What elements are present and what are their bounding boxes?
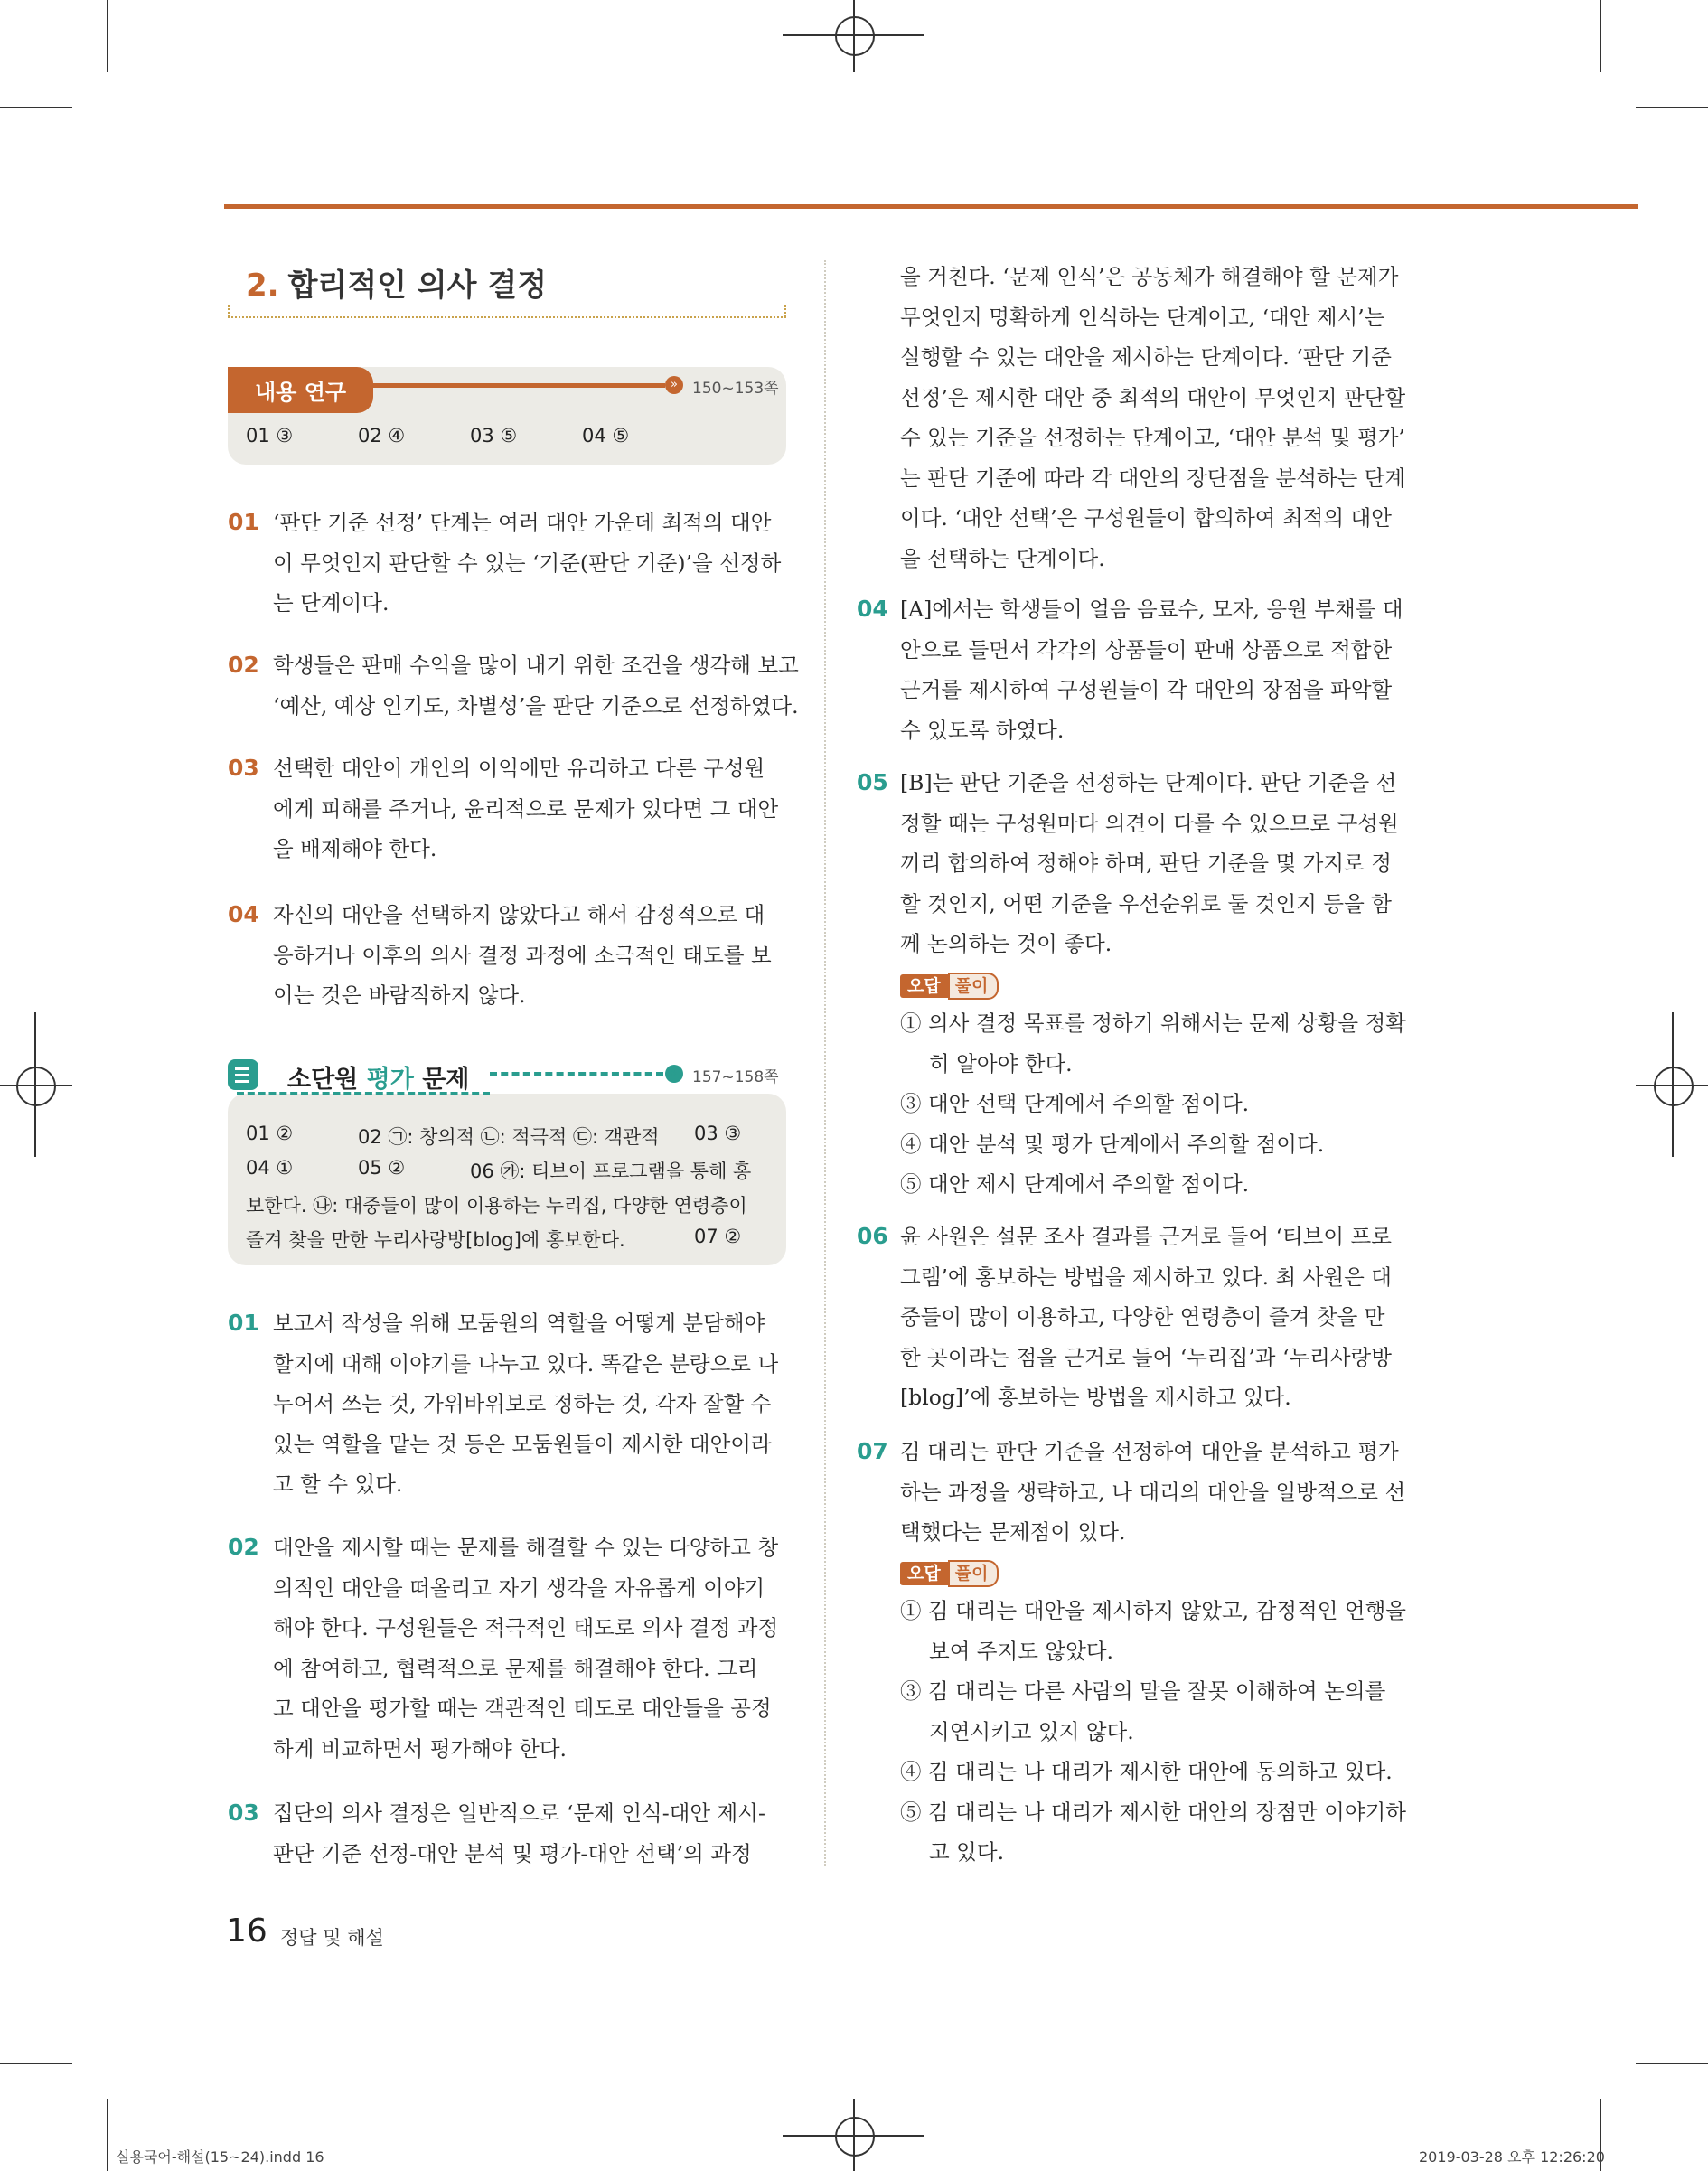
item-line: 하는 과정을 생략하고, 나 대리의 대안을 일방적으로 선 <box>900 1479 1406 1505</box>
unit-test-answer: 03 ③ <box>694 1123 742 1144</box>
unit-test-title <box>287 1059 469 1095</box>
item-line: 집단의 의사 결정은 일반적으로 ‘문제 인식-대안 제시- <box>273 1800 765 1826</box>
section-underline <box>228 305 230 316</box>
section-underline <box>784 305 786 316</box>
unit-test-answer: 07 ② <box>694 1226 742 1247</box>
crop-mark <box>1600 0 1601 72</box>
item-line: 중들이 많이 이용하고, 다양한 연령층이 즐겨 찾을 만 <box>900 1304 1385 1330</box>
item-line: ‘예산, 예상 인기도, 차별성’을 판단 기준으로 선정하였다. <box>273 692 799 719</box>
registration-mark <box>16 1067 56 1106</box>
item-line: 할지에 대해 이야기를 나누고 있다. 똑같은 분량으로 나 <box>273 1350 779 1377</box>
item-line: 할 것인지, 어떤 기준을 우선순위로 둘 것인지 등을 함 <box>900 890 1392 916</box>
note-line: ④ 김 대리는 나 대리가 제시한 대안에 동의하고 있다. <box>900 1759 1393 1784</box>
page-number: 16 <box>226 1913 267 1950</box>
note-line: ③ 대안 선택 단계에서 주의할 점이다. <box>900 1091 1250 1116</box>
item-line: 수 있는 기준을 선정하는 단계이고, ‘대안 분석 및 평가’ <box>900 425 1405 450</box>
footer-label: 정답 및 해설 <box>280 1927 384 1949</box>
item-line: 판단 기준 선정-대안 분석 및 평가-대안 선택’의 과정 <box>273 1840 752 1866</box>
unit-test-title-c: 문제 <box>413 1066 470 1094</box>
item-line: 하게 비교하면서 평가해야 한다. <box>273 1735 567 1762</box>
content-study-answer: 04 ⑤ <box>582 425 630 446</box>
item-number: 03 <box>228 755 259 781</box>
item-line: 윤 사원은 설문 조사 결과를 근거로 들어 ‘티브이 프로 <box>900 1224 1392 1249</box>
unit-test-title-b: 평가 <box>366 1066 414 1094</box>
item-line: ‘판단 기준 선정’ 단계는 여러 대안 가운데 최적의 대안 <box>273 510 772 535</box>
content-study-answer: 01 ③ <box>246 425 294 446</box>
unit-test-answer: 보한다. ㉯: 대중들이 많이 이용하는 누리집, 다양한 연령층이 <box>246 1195 747 1217</box>
item-line: 택했다는 문제점이 있다. <box>900 1519 1126 1545</box>
item-line: 끼리 합의하여 정해야 하며, 판단 기준을 몇 가지로 정 <box>900 851 1392 876</box>
top-rule <box>224 204 1638 209</box>
item-line: 을 배제해야 한다. <box>273 836 437 861</box>
content-study-label: 내용 연구 <box>228 367 373 413</box>
content-study-answer: 03 ⑤ <box>470 425 518 446</box>
slug-file: 실용국어-해설(15~24).indd 16 <box>116 2148 324 2166</box>
item-line: 을 거친다. ‘문제 인식’은 공동체가 해결해야 할 문제가 <box>900 264 1399 289</box>
registration-mark <box>853 2099 855 2171</box>
item-line: 수 있도록 하였다. <box>900 717 1065 743</box>
item-line: 자신의 대안을 선택하지 않았다고 해서 감정적으로 대 <box>273 902 765 927</box>
item-number: 06 <box>857 1223 888 1249</box>
item-line: 는 판단 기준에 따라 각 대안의 장단점을 분석하는 단계 <box>900 465 1406 491</box>
unit-test-answer: 01 ② <box>246 1123 294 1144</box>
note-line: ⑤ 김 대리는 나 대리가 제시한 대안의 장점만 이야기하 <box>900 1799 1406 1825</box>
registration-mark <box>835 16 875 56</box>
wrong-tag-a: 오답 <box>900 1562 948 1585</box>
item-line: 누어서 쓰는 것, 가위바위보로 정하는 것, 각자 잘할 수 <box>273 1391 772 1416</box>
registration-mark <box>1672 1012 1674 1157</box>
slug-date: 2019-03-28 오후 12:26:20 <box>1419 2148 1605 2166</box>
content-study-line <box>361 383 665 388</box>
note-line: ⑤ 대안 제시 단계에서 주의할 점이다. <box>900 1171 1250 1197</box>
item-line: 보고서 작성을 위해 모둠원의 역할을 어떻게 분담해야 <box>273 1311 765 1336</box>
item-line: [blog]’에 홍보하는 방법을 제시하고 있다. <box>900 1385 1291 1410</box>
item-number: 07 <box>857 1438 888 1464</box>
item-line: 을 선택하는 단계이다. <box>900 545 1105 571</box>
chevron-right-icon: » <box>665 1065 683 1083</box>
item-number: 04 <box>228 901 259 927</box>
crop-mark <box>1636 107 1708 108</box>
item-line: 학생들은 판매 수익을 많이 내기 위한 조건을 생각해 보고 <box>273 653 799 678</box>
registration-mark <box>853 0 855 72</box>
wrong-answer-tag <box>900 1560 999 1584</box>
crop-mark <box>107 0 108 72</box>
registration-mark <box>1654 1067 1694 1106</box>
item-line: 대안을 제시할 때는 문제를 해결할 수 있는 다양하고 창 <box>273 1535 779 1560</box>
item-line: 이는 것은 바람직하지 않다. <box>273 982 526 1008</box>
item-line: 이다. ‘대안 선택’은 구성원들이 합의하여 최적의 대안 <box>900 505 1392 531</box>
item-number: 01 <box>228 1310 259 1336</box>
wrong-tag-b: 풀이 <box>948 973 999 1000</box>
item-line: 선택한 대안이 개인의 이익에만 유리하고 다른 구성원 <box>273 756 765 781</box>
item-line: 이 무엇인지 판단할 수 있는 ‘기준(판단 기준)’을 선정하 <box>273 550 782 576</box>
content-study-answer: 02 ④ <box>358 425 406 446</box>
item-line: 있는 역할을 맡는 것 등은 모둠원들이 제시한 대안이라 <box>273 1431 772 1457</box>
note-line: 지연시키고 있지 않다. <box>929 1718 1134 1744</box>
item-line: 고 할 수 있다. <box>273 1471 403 1497</box>
item-line: 무엇인지 명확하게 인식하는 단계이고, ‘대안 제시’는 <box>900 304 1385 330</box>
item-line: [B]는 판단 기준을 선정하는 단계이다. 판단 기준을 선 <box>900 770 1397 795</box>
chevron-right-icon: » <box>665 376 683 394</box>
item-line: 선정’은 제시한 대안 중 최적의 대안이 무엇인지 판단할 <box>900 384 1406 410</box>
registration-mark <box>835 2117 875 2157</box>
item-line: 정할 때는 구성원마다 의견이 다를 수 있으므로 구성원 <box>900 810 1399 836</box>
note-line: ① 의사 결정 목표를 정하기 위해서는 문제 상황을 정확 <box>900 1010 1406 1036</box>
wrong-answer-tag <box>900 973 999 997</box>
crop-mark <box>1636 2063 1708 2064</box>
item-line: 에게 피해를 주거나, 윤리적으로 문제가 있다면 그 대안 <box>273 795 779 822</box>
item-line: 안으로 들면서 각각의 상품들이 판매 상품으로 적합한 <box>900 636 1393 663</box>
item-line: 에 참여하고, 협력적으로 문제를 해결해야 한다. 그리 <box>273 1655 758 1681</box>
unit-test-answer: 06 ㉮: 티브이 프로그램을 통해 홍 <box>470 1161 752 1182</box>
item-number: 04 <box>857 596 888 622</box>
note-line: ① 김 대리는 대안을 제시하지 않았고, 감정적인 언행을 <box>900 1598 1406 1623</box>
crop-mark <box>0 2063 72 2064</box>
item-number: 02 <box>228 652 259 678</box>
wrong-tag-a: 오답 <box>900 974 948 998</box>
unit-test-answer: 05 ② <box>358 1157 406 1179</box>
registration-mark <box>0 1085 72 1086</box>
unit-test-answer: 04 ① <box>246 1157 294 1179</box>
unit-test-pages: 157~158쪽 <box>692 1068 779 1086</box>
note-line: ③ 김 대리는 다른 사람의 말을 잘못 이해하여 논의를 <box>900 1678 1386 1704</box>
note-line: ④ 대안 분석 및 평가 단계에서 주의할 점이다. <box>900 1131 1325 1157</box>
item-line: 그램’에 홍보하는 방법을 제시하고 있다. 최 사원은 대 <box>900 1264 1392 1290</box>
item-number: 02 <box>228 1534 259 1560</box>
section-number: 2. <box>246 268 279 304</box>
crop-mark <box>107 2099 108 2171</box>
item-line: [A]에서는 학생들이 얼음 음료수, 모자, 응원 부채를 대 <box>900 597 1403 622</box>
item-line: 한 곳이라는 점을 근거로 들어 ‘누리집’과 ‘누리사랑방 <box>900 1344 1392 1370</box>
item-line: 김 대리는 판단 기준을 선정하여 대안을 분석하고 평가 <box>900 1439 1399 1464</box>
wrong-tag-b: 풀이 <box>948 1560 999 1587</box>
item-number: 05 <box>857 769 888 795</box>
crop-mark <box>0 107 72 108</box>
unit-test-line <box>490 1072 663 1076</box>
item-number: 03 <box>228 1800 259 1826</box>
section-title <box>246 260 547 305</box>
note-line: 히 알아야 한다. <box>929 1050 1073 1076</box>
item-line: 께 논의하는 것이 좋다. <box>900 931 1112 956</box>
item-number: 01 <box>228 509 259 535</box>
unit-test-title-a: 소단원 <box>287 1066 367 1094</box>
note-line: 보여 주지도 않았다. <box>929 1638 1114 1664</box>
unit-test-answer: 02 ㉠: 창의적 ㉡: 적극적 ㉢: 객관적 <box>358 1126 660 1148</box>
notepad-icon <box>228 1059 258 1090</box>
section-underline <box>228 316 786 318</box>
item-line: 고 대안을 평가할 때는 객관적인 태도로 대안들을 공정 <box>273 1696 772 1721</box>
item-line: 는 단계이다. <box>273 590 389 616</box>
section-title-text: 합리적인 의사 결정 <box>287 268 548 304</box>
item-line: 의적인 대안을 떠올리고 자기 생각을 자유롭게 이야기 <box>273 1574 765 1601</box>
column-separator <box>824 260 826 1866</box>
unit-test-answer: 즐겨 찾을 만한 누리사랑방[blog]에 홍보한다. <box>246 1229 625 1251</box>
item-line: 근거를 제시하여 구성원들이 각 대안의 장점을 파악할 <box>900 677 1393 702</box>
content-study-pages: 150~153쪽 <box>692 380 779 398</box>
registration-mark <box>34 1012 36 1157</box>
item-line: 응하거나 이후의 의사 결정 과정에 소극적인 태도를 보 <box>273 942 772 968</box>
unit-test-line <box>237 1092 490 1095</box>
note-line: 고 있다. <box>929 1839 1005 1865</box>
item-line: 실행할 수 있는 대안을 제시하는 단계이다. ‘판단 기준 <box>900 344 1392 370</box>
item-line: 해야 한다. 구성원들은 적극적인 태도로 의사 결정 과정 <box>273 1615 779 1640</box>
